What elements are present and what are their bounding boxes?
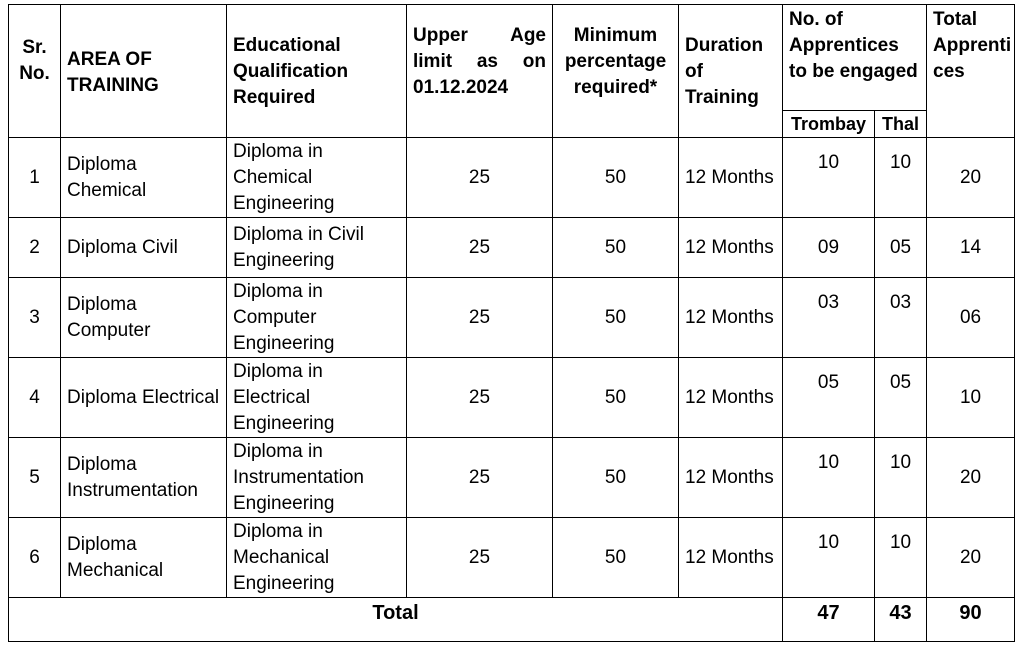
cell-area: Diploma Computer xyxy=(61,278,227,358)
total-row xyxy=(9,598,1015,642)
total-thal: 43 xyxy=(875,598,927,642)
cell-min-pct: 50 xyxy=(553,218,679,278)
cell-area: Diploma Electrical xyxy=(61,358,227,438)
cell-duration: 12 Months xyxy=(679,218,783,278)
header-row xyxy=(9,5,1015,111)
cell-qualification: Diploma in Mechanical Engineering xyxy=(227,518,407,598)
table-row xyxy=(9,518,1015,598)
cell-thal: 10 xyxy=(875,438,927,518)
cell-qualification: Diploma in Instrumentation Engineering xyxy=(227,438,407,518)
cell-total: 14 xyxy=(927,218,1015,278)
cell-qualification: Diploma in Electrical Engineering xyxy=(227,358,407,438)
cell-trombay: 05 xyxy=(783,358,875,438)
header-sr: Sr. No. xyxy=(9,5,61,138)
table-row xyxy=(9,218,1015,278)
cell-age: 25 xyxy=(407,438,553,518)
cell-min-pct: 50 xyxy=(553,138,679,218)
cell-min-pct: 50 xyxy=(553,358,679,438)
cell-age: 25 xyxy=(407,518,553,598)
cell-thal: 03 xyxy=(875,278,927,358)
cell-area: Diploma Chemical xyxy=(61,138,227,218)
cell-thal: 10 xyxy=(875,518,927,598)
cell-trombay: 10 xyxy=(783,438,875,518)
cell-thal: 05 xyxy=(875,358,927,438)
cell-sr: 4 xyxy=(9,358,61,438)
cell-min-pct: 50 xyxy=(553,278,679,358)
header-area: AREA OF TRAINING xyxy=(61,5,227,138)
cell-total: 10 xyxy=(927,358,1015,438)
cell-trombay: 09 xyxy=(783,218,875,278)
header-total: Total Apprenti ces xyxy=(927,5,1015,138)
total-trombay: 47 xyxy=(783,598,875,642)
cell-qualification: Diploma in Civil Engineering xyxy=(227,218,407,278)
cell-duration: 12 Months xyxy=(679,518,783,598)
cell-age: 25 xyxy=(407,138,553,218)
header-min-pct: Minimum percentage required* xyxy=(553,5,679,138)
cell-total: 20 xyxy=(927,138,1015,218)
cell-qualification: Diploma in Computer Engineering xyxy=(227,278,407,358)
header-trombay: Trombay xyxy=(783,111,875,138)
cell-qualification: Diploma in Chemical Engineering xyxy=(227,138,407,218)
apprentice-table xyxy=(8,4,1015,642)
cell-thal: 05 xyxy=(875,218,927,278)
cell-trombay: 10 xyxy=(783,518,875,598)
cell-age: 25 xyxy=(407,358,553,438)
cell-trombay: 03 xyxy=(783,278,875,358)
cell-min-pct: 50 xyxy=(553,518,679,598)
cell-min-pct: 50 xyxy=(553,438,679,518)
cell-total: 20 xyxy=(927,438,1015,518)
cell-area: Diploma Civil xyxy=(61,218,227,278)
header-thal: Thal xyxy=(875,111,927,138)
cell-duration: 12 Months xyxy=(679,138,783,218)
table-row xyxy=(9,358,1015,438)
cell-age: 25 xyxy=(407,218,553,278)
cell-area: Diploma Mechanical xyxy=(61,518,227,598)
cell-duration: 12 Months xyxy=(679,358,783,438)
header-qualification: Educational Qualification Required xyxy=(227,5,407,138)
total-label: Total xyxy=(9,598,783,642)
cell-sr: 6 xyxy=(9,518,61,598)
cell-trombay: 10 xyxy=(783,138,875,218)
total-grand: 90 xyxy=(927,598,1015,642)
cell-sr: 5 xyxy=(9,438,61,518)
table-row xyxy=(9,438,1015,518)
cell-total: 06 xyxy=(927,278,1015,358)
cell-area: Diploma Instrumentation xyxy=(61,438,227,518)
header-apprentices: No. of Apprentices to be engaged xyxy=(783,5,927,111)
cell-sr: 2 xyxy=(9,218,61,278)
cell-duration: 12 Months xyxy=(679,278,783,358)
header-age: Upper Age limit as on 01.12.2024 xyxy=(407,5,553,138)
apprentice-table-container xyxy=(8,4,1014,640)
cell-sr: 3 xyxy=(9,278,61,358)
cell-sr: 1 xyxy=(9,138,61,218)
cell-duration: 12 Months xyxy=(679,438,783,518)
table-row xyxy=(9,278,1015,358)
table-row xyxy=(9,138,1015,218)
cell-thal: 10 xyxy=(875,138,927,218)
cell-age: 25 xyxy=(407,278,553,358)
header-duration: Duration of Training xyxy=(679,5,783,138)
cell-total: 20 xyxy=(927,518,1015,598)
